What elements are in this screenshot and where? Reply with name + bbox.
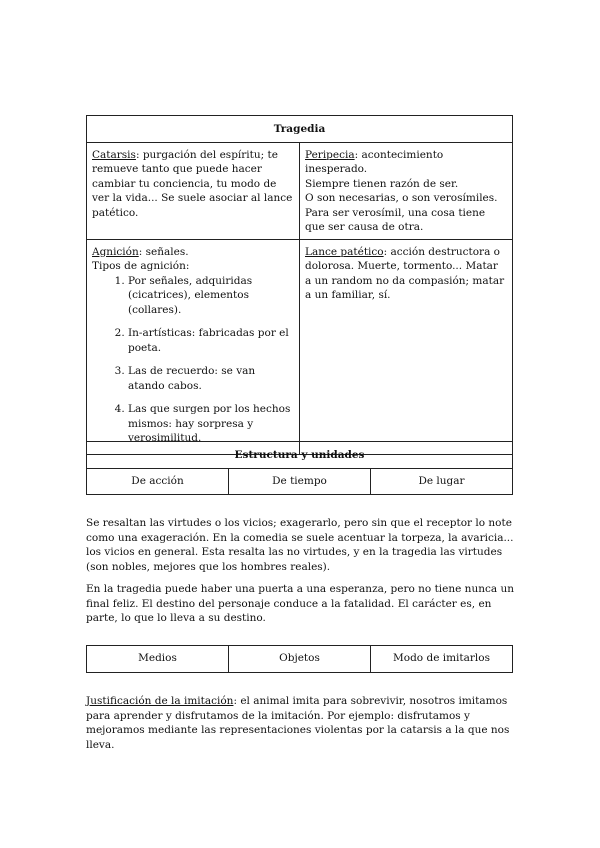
peripecia-term: Peripecia [305,148,355,161]
justificacion-text: : el animal imita para sobrevivir, nosotros imitamos para aprender y disfrutamos de la imitación. Por ejemplo: disfrutamos y mejoramos mediante las representaciones violentas por la catarsis a la que nos lleva. [86,695,510,751]
peripecia-line: O son necesarias, o son verosímiles. [305,192,498,204]
paragraph-virtudes: Se resaltan las virtudes o los vicios; exagerarlo, pero sin que el receptor lo note como una exageración. En la comedia se suele acentuar la torpeza, la avaricia... los vicios en general. Esta resalta las no virtudes, y en la tragedia las virtudes (son nobles, mejores que los hombres reales). [86,517,514,573]
imitacion-cell-medios: Medios [87,646,229,673]
list-item: 4. Las que surgen por los hechos mismos: hay sorpresa y verosimilitud. [128,402,293,446]
list-item: 2. In-artísticas: fabricadas por el poeta. [128,326,293,355]
imitacion-cell-modo: Modo de imitarlos [371,646,513,673]
paragraph-justificacion [86,694,516,752]
imitacion-table [86,645,513,673]
agnicion-list [92,274,293,446]
list-item: 1. Por señales, adquiridas (cicatrices), elementos (collares). [128,274,293,318]
agnicion-term: Agnición [92,245,139,258]
estructura-cell-tiempo: De tiempo [229,468,371,495]
tragedia-table [86,115,513,455]
peripecia-line: Para ser verosímil, una cosa tiene que ser causa de otra. [305,206,486,233]
catarsis-cell [87,142,300,239]
estructura-table [86,441,513,495]
imitacion-cell-objetos: Objetos [229,646,371,673]
paragraph-tragedia-final: En la tragedia puede haber una puerta a una esperanza, pero no tiene nunca un final feliz. El destino del personaje conduce a la fatalidad. El carácter es, en parte, lo que lo lleva a su destino. [86,583,514,624]
peripecia-line: Siempre tienen razón de ser. [305,177,459,190]
justificacion-term: Justificación de la imitación [86,695,234,707]
catarsis-term: Catarsis [92,148,136,161]
agnicion-text: : señales. [138,245,189,258]
agnicion-subtitle: Tipos de agnición: [92,260,190,272]
lance-term: Lance patético [305,245,384,258]
list-item: 3. Las de recuerdo: se van atando cabos. [128,364,293,393]
estructura-header: Estructura y unidades [87,442,513,469]
lance-text: : acción destructora o dolorosa. Muerte, tormento... Matar a un random no da compasión; matar a un familiar, sí. [305,245,505,301]
agnicion-cell [87,239,300,454]
estructura-cell-accion: De acción [87,468,229,495]
tragedia-header: Tragedia [87,116,513,143]
estructura-cell-lugar: De lugar [371,468,513,495]
peripecia-text: : acontecimiento inesperado. [305,148,444,175]
peripecia-cell [300,142,513,239]
lance-cell [300,239,513,454]
catarsis-text: : purgación del espíritu; te remueve tanto que puede hacer cambiar tu conciencia, tu modo de ver la vida... Se suele asociar al lance patético. [92,148,293,219]
